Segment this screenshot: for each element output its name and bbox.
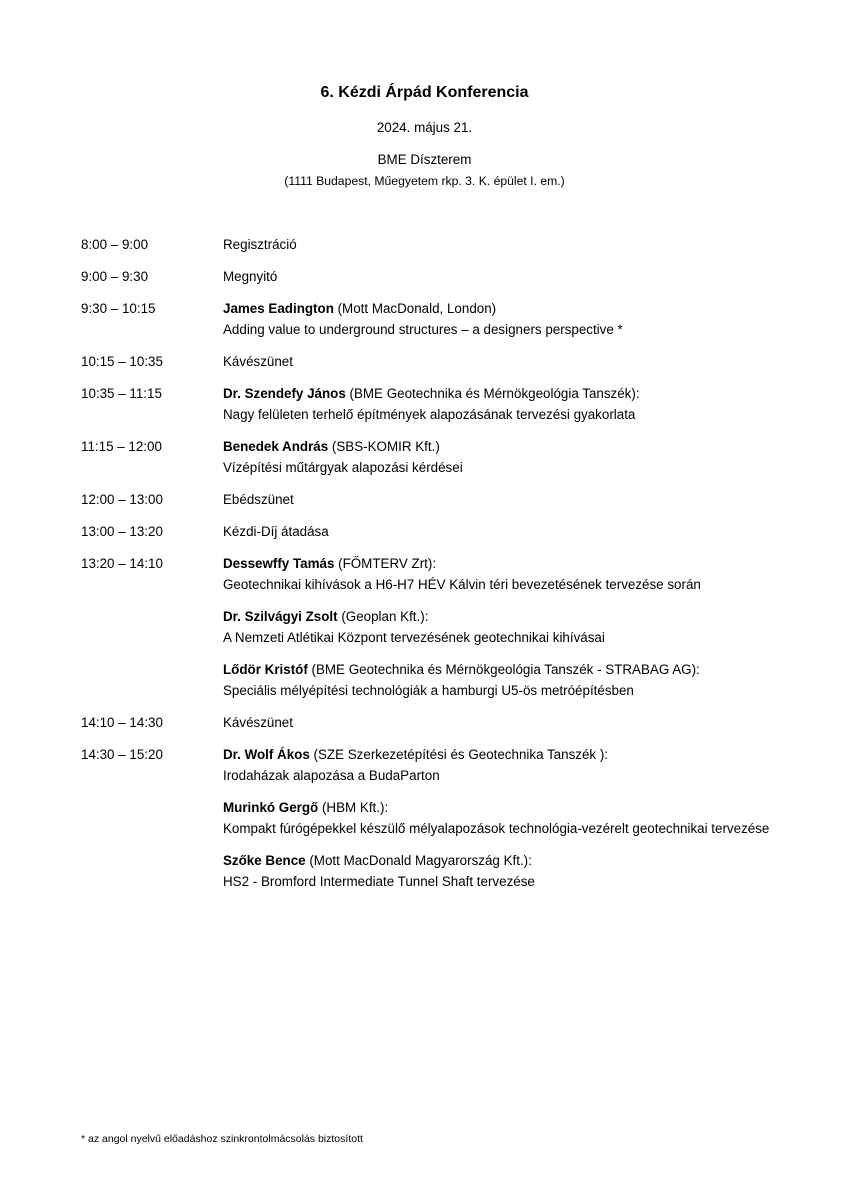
speaker-name: Dr. Szilvágyi Zsolt xyxy=(223,609,338,624)
talk-entry xyxy=(223,298,771,340)
session-item: Ebédszünet xyxy=(223,492,294,507)
slot-content xyxy=(223,383,771,436)
slot-time: 13:00 – 13:20 xyxy=(81,524,163,539)
slot-content xyxy=(223,436,771,489)
session-item: Kézdi-Díj átadása xyxy=(223,524,329,539)
speaker-name: Dr. Wolf Ákos xyxy=(223,747,310,762)
speaker-affiliation: (Mott MacDonald, London) xyxy=(333,301,497,316)
speaker-affiliation: (HBM Kft.): xyxy=(318,800,389,815)
schedule-slot xyxy=(81,266,771,298)
speaker-affiliation: (FŐMTERV Zrt): xyxy=(334,556,437,571)
speaker-line xyxy=(223,797,771,818)
schedule-slot xyxy=(81,744,771,903)
slot-content xyxy=(223,712,771,744)
schedule-slot xyxy=(81,553,771,712)
talk-title: Geotechnikai kihívások a H6-H7 HÉV Kálvin téri bevezetésének tervezése során xyxy=(223,577,701,592)
speaker-affiliation: (SZE Szerkezetépítési és Geotechnika Tanszék ): xyxy=(309,747,609,762)
slot-time: 14:10 – 14:30 xyxy=(81,715,163,730)
schedule-slot xyxy=(81,351,771,383)
speaker-line xyxy=(223,436,771,457)
slot-content xyxy=(223,744,771,903)
slot-content xyxy=(223,351,771,383)
speaker-name: Szőke Bence xyxy=(223,853,306,868)
speaker-line xyxy=(223,606,771,627)
talk-title: Kompakt fúrógépekkel készülő mélyalapozások technológia-vezérelt geotechnikai tervezése xyxy=(223,821,770,836)
talk-entry xyxy=(223,606,771,648)
speaker-line xyxy=(223,298,771,319)
conference-date: 2024. május 21. xyxy=(376,120,473,135)
schedule-slot xyxy=(81,712,771,744)
speaker-affiliation: (Mott MacDonald Magyarország Kft.): xyxy=(305,853,532,868)
talk-entry xyxy=(223,659,771,701)
slot-time: 14:30 – 15:20 xyxy=(81,747,163,762)
speaker-name: James Eadington xyxy=(223,301,334,316)
schedule-slot xyxy=(81,298,771,351)
speaker-affiliation: (BME Geotechnika és Mérnökgeológia Tanszék - STRABAG AG): xyxy=(307,662,700,677)
speaker-affiliation: (BME Geotechnika és Mérnökgeológia Tanszék): xyxy=(345,386,640,401)
talk-entry xyxy=(223,553,771,595)
talk-title: HS2 - Bromford Intermediate Tunnel Shaft tervezése xyxy=(223,874,535,889)
slot-content xyxy=(223,489,771,521)
slot-content xyxy=(223,553,771,712)
speaker-line xyxy=(223,850,771,871)
slot-time: 12:00 – 13:00 xyxy=(81,492,163,507)
speaker-name: Lődör Kristóf xyxy=(223,662,308,677)
session-item: Kávészünet xyxy=(223,354,293,369)
footnote: * az angol nyelvű előadáshoz szinkrontolmácsolás biztosított xyxy=(81,1133,363,1145)
talk-title: Nagy felületen terhelő építmények alapozásának tervezési gyakorlata xyxy=(223,407,636,422)
schedule-slot xyxy=(81,489,771,521)
session-item: Regisztráció xyxy=(223,237,297,252)
schedule-slot xyxy=(81,234,771,266)
slot-time: 10:35 – 11:15 xyxy=(81,386,162,401)
slot-time: 9:30 – 10:15 xyxy=(81,301,156,316)
slot-time: 13:20 – 14:10 xyxy=(81,556,163,571)
schedule-slot xyxy=(81,521,771,553)
slot-time: 11:15 – 12:00 xyxy=(81,439,162,454)
slot-content xyxy=(223,521,771,553)
speaker-line xyxy=(223,553,771,574)
slot-time: 8:00 – 9:00 xyxy=(81,237,149,252)
talk-title: Speciális mélyépítési technológiák a hamburgi U5-ös metróépítésben xyxy=(223,683,634,698)
venue-name: BME Díszterem xyxy=(377,152,472,167)
speaker-line xyxy=(223,744,771,765)
talk-title: A Nemzeti Atlétikai Központ tervezésének geotechnikai kihívásai xyxy=(223,630,605,645)
page-title: 6. Kézdi Árpád Konferencia xyxy=(320,84,529,101)
speaker-line xyxy=(223,383,771,404)
slot-time: 10:15 – 10:35 xyxy=(81,354,163,369)
session-item: Megnyitó xyxy=(223,269,278,284)
speaker-name: Benedek András xyxy=(223,439,329,454)
talk-title: Irodaházak alapozása a BudaParton xyxy=(223,768,440,783)
schedule-slot xyxy=(81,383,771,436)
talk-entry xyxy=(223,797,771,839)
venue-address: (1111 Budapest, Műegyetem rkp. 3. K. épület I. em.) xyxy=(284,174,565,188)
speaker-name: Murinkó Gergő xyxy=(223,800,319,815)
speaker-line xyxy=(223,659,771,680)
slot-content xyxy=(223,266,771,298)
slot-content xyxy=(223,234,771,266)
talk-title: Vízépítési műtárgyak alapozási kérdései xyxy=(223,460,463,475)
speaker-affiliation: (SBS-KOMIR Kft.) xyxy=(328,439,440,454)
talk-entry xyxy=(223,744,771,786)
talk-entry xyxy=(223,436,771,478)
schedule-slot xyxy=(81,436,771,489)
speaker-affiliation: (Geoplan Kft.): xyxy=(337,609,429,624)
program-schedule xyxy=(81,234,771,903)
slot-time: 9:00 – 9:30 xyxy=(81,269,149,284)
session-item: Kávészünet xyxy=(223,715,293,730)
speaker-name: Dr. Szendefy János xyxy=(223,386,346,401)
talk-entry xyxy=(223,383,771,425)
talk-entry xyxy=(223,850,771,892)
slot-content xyxy=(223,298,771,351)
talk-title: Adding value to underground structures – a designers perspective * xyxy=(223,322,623,337)
speaker-name: Dessewffy Tamás xyxy=(223,556,335,571)
